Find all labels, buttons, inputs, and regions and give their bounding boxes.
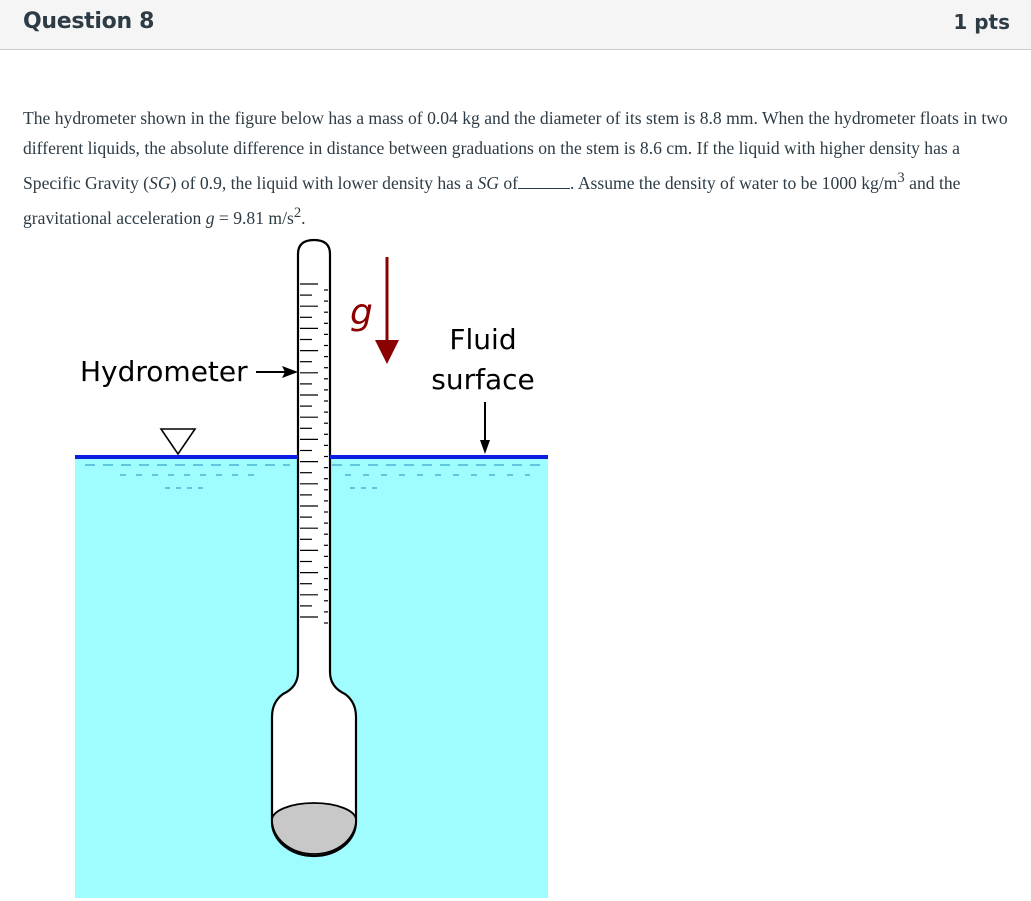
question-text-part: . <box>301 207 306 228</box>
question-text <box>23 103 1013 233</box>
fluid-label-line1: Fluid <box>449 323 517 356</box>
sg-symbol: SG <box>149 172 171 193</box>
question-text-part: of <box>498 172 519 193</box>
superscript: 3 <box>897 170 905 186</box>
gravity-arrow-head <box>375 340 399 364</box>
question-title: Question 8 <box>23 9 155 34</box>
question-header <box>0 0 1031 50</box>
answer-blank <box>518 174 570 189</box>
fluid-label-line2: surface <box>431 363 535 396</box>
question-text-part: . Assume the density of water to be 1000 kg/m <box>570 172 898 193</box>
superscript: 2 <box>293 204 302 221</box>
question-points: 1 pts <box>953 10 1010 34</box>
free-surface-triangle-icon <box>161 429 195 454</box>
sg-symbol: SG <box>477 172 499 193</box>
question-text-part: The hydrometer shown in the figure below has a mass of 0.04 kg and the diameter of its stem is 8.8 mm. When the hydrometer floats in two different liquids, the absolute difference in distance between graduations on the stem is 8.6 cm. If the liquid with higher density has a Specific Gravity ( <box>23 108 1008 193</box>
question-text-part: ) of 0.9, the liquid with lower density has a <box>170 172 478 193</box>
hydrometer-figure <box>60 232 560 898</box>
question-text-part: = 9.81 m/s <box>214 207 294 228</box>
hydrometer-label: Hydrometer <box>80 355 248 388</box>
question-text-part: and the gravitational acceleration <box>23 172 961 228</box>
fluid-surface-arrow-head <box>480 440 490 454</box>
gravity-label: g <box>350 292 373 333</box>
g-symbol: g <box>205 207 215 228</box>
